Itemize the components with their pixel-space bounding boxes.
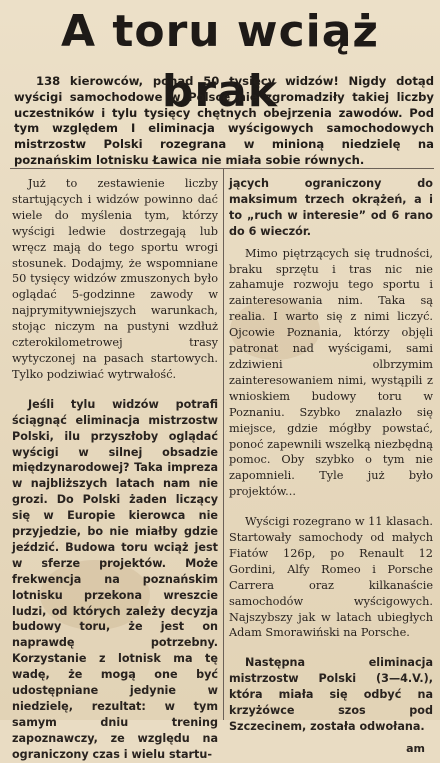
article-column-left (12, 176, 218, 763)
paragraph: Następna eliminacja mistrzostw Polski (3—4.V.), która miała się odbyć na krzyżówce szos pod Szczecinem, została odwołana. (229, 656, 433, 733)
paragraph: jących ograniczony do maksimum trzech okrążeń, a i to „ruch w interesie” od 6 rano do 6 wieczór. (229, 177, 433, 238)
lead-paragraph: 138 kierowców, ponad 50 tysięcy widzów! Nigdy dotąd wyścigi samochodowe w Polsce nie zgromadziły takiej liczby uczestników i tylu tysięcy chętnych obejrzenia zawodów. Pod tym względem I eliminacja wyścigowych samochodowych mistrzostw Polski rozegrana w minioną niedzielę na poznańskim lotnisku Ławica nie miała sobie równych. (14, 74, 434, 167)
author-signature: am (406, 741, 425, 755)
headline: A toru wciąż brak (60, 6, 380, 117)
paragraph: Mimo piętrzących się trudności, braku sprzętu i tras nic nie zahamuje rozwoju tego sportu i zainteresowania nim. Taka są realia. I warto się z nimi liczyć. Ojcowie Poznania, którzy objęli patronat nad wyścigami, sami zdziwieni olbrzymim zainteresowaniem nimi, wystąpili z wnioskiem budowy toru w Poznaniu. Szybko znalazło się miejsce, gdzie mógłby powstać, ponoć zapewnili wszelką niezbędną pomoc. Oby szybko o tym nie zapomnieli. Tyle już było projektów... (229, 246, 433, 499)
paragraph: Wyścigi rozegrano w 11 klasach. Startowały samochody od małych Fiatów 126p, po Renault 12 Gordini, Alfy Romeo i Porsche Carrera oraz kilkanaście samochodów wyścigowych. Najszybszy jak w latach ubiegłych Adam Smorawiński na Porsche. (229, 515, 433, 640)
paragraph: Jeśli tylu widzów potrafi ściągnąć eliminacja mistrzostw Polski, ilu przyszłoby oglądać wyścigi w silnej obsadzie międzynarodowej? Taka impreza w najbliższych latach nam nie grozi. Do Polski żaden liczący się w Europie kierowca nie przyjedzie, bo nie miałby gdzie jeździć. Budowa toru wciąż jest w sferze projektów. Może frekwencja na poznańskim lotnisku przekona wreszcie ludzi, od których zależy decyzja budowy toru, że jest on naprawdę potrzebny. Korzystanie z lotnisk ma tę wadę, że mogą one być udostępniane jedynie w niedzielę, rezultat: w tym samym dniu trening zapoznawczy, ze względu na ograniczony czas i wielu startu- (12, 397, 218, 761)
column-rule-vertical (223, 168, 224, 720)
paragraph: Już to zestawienie liczby startujących i widzów powinno dać wiele do myślenia tym, którzy wyścigi ledwie dostrzegają lub wręcz mają do tego sportu wrogi stosunek. Dodajmy, że wspomniane 50 tysięcy widzów zmuszonych było oglądać 5-godzinne zawody w najprymitywniejszych warunkach, stojąc niczym na pustyni wzdłuż czterokilometrowej trasy wytyczonej na pasach startowych. Tylko podziwiać wytrwałość. (12, 177, 218, 381)
article-column-right (229, 176, 433, 757)
column-rule-horizontal (10, 168, 434, 169)
